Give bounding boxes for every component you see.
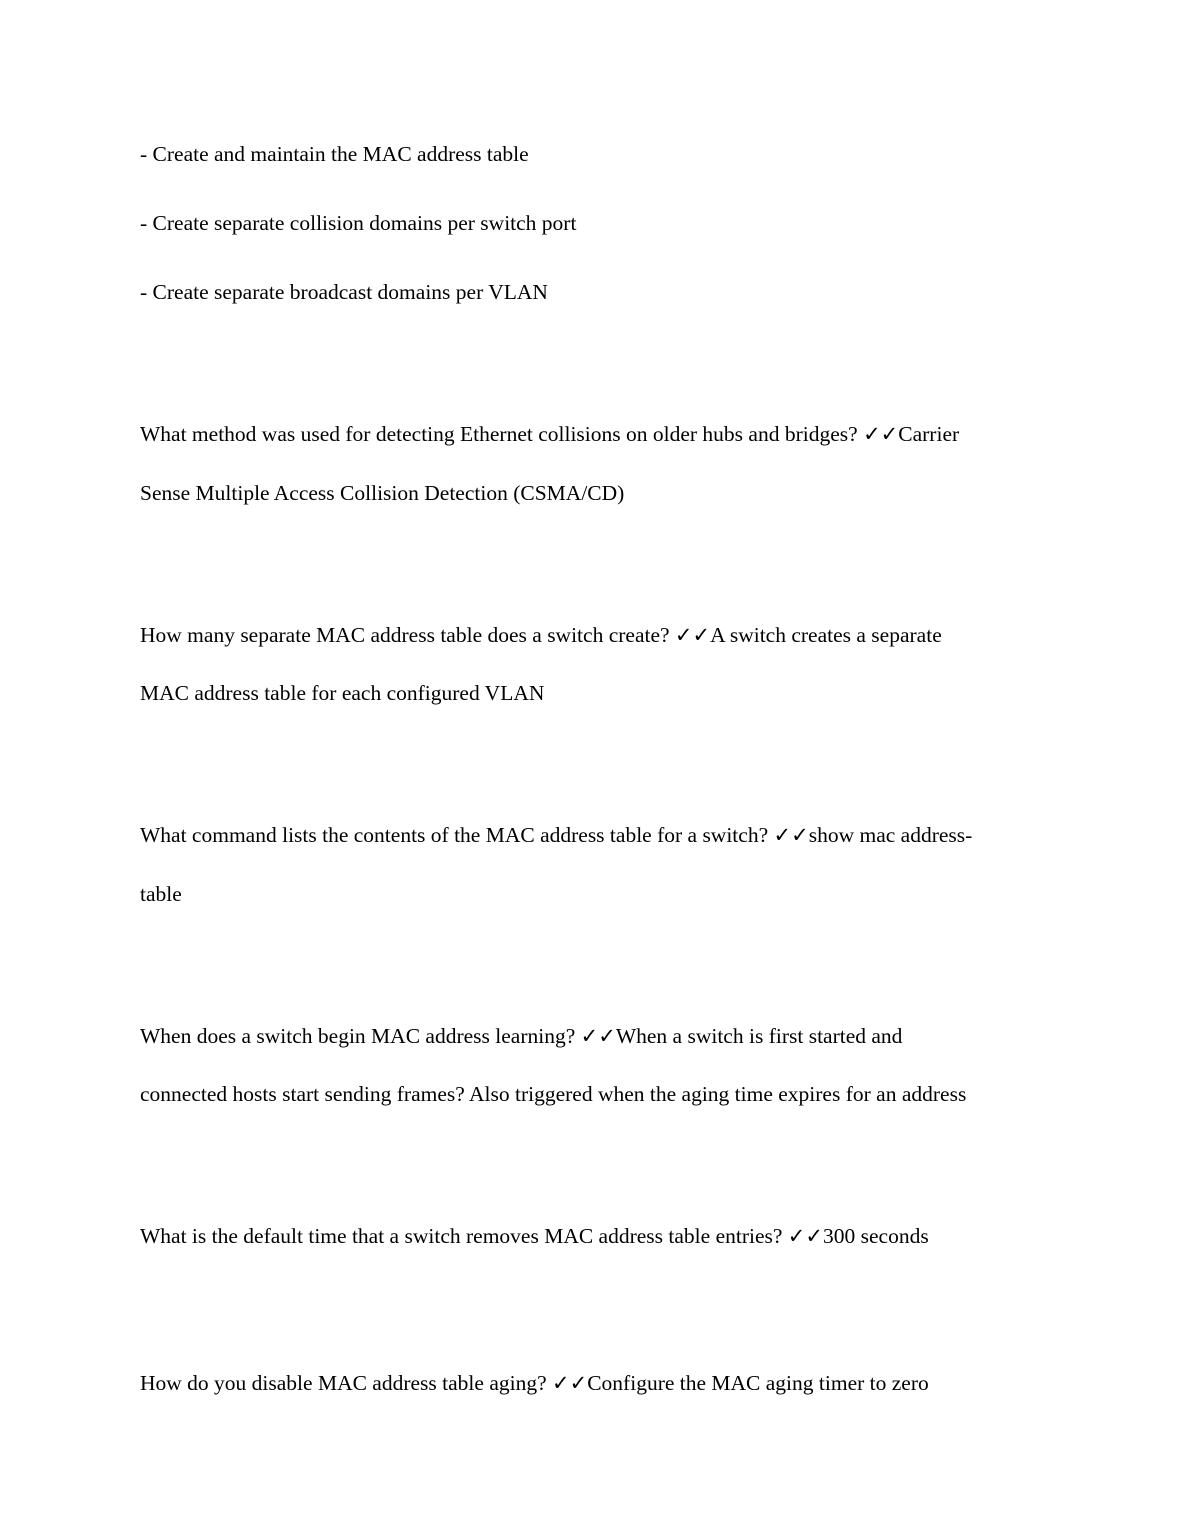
- qa-line: [140, 1373, 929, 1395]
- answer-text: When a switch is first started and: [615, 1024, 903, 1048]
- answer-text: show mac address-: [808, 823, 973, 847]
- double-check-icon: ✓✓: [674, 623, 711, 647]
- question-text: What is the default time that a switch removes MAC address table entries?: [140, 1224, 783, 1248]
- qa-line: [140, 625, 942, 647]
- bullet-item: - Create and maintain the MAC address table: [140, 142, 529, 166]
- answer-continuation: MAC address table for each configured VLAN: [140, 681, 545, 705]
- qa-line: [140, 1226, 929, 1248]
- answer-text: Configure the MAC aging timer to zero: [587, 1371, 929, 1395]
- bullet-item: - Create separate collision domains per switch port: [140, 211, 577, 235]
- question-text: How do you disable MAC address table aging?: [140, 1371, 547, 1395]
- question-text: What command lists the contents of the MAC address table for a switch?: [140, 823, 769, 847]
- double-check-icon: ✓✓: [787, 1224, 823, 1248]
- qa-line: [140, 1026, 902, 1048]
- double-check-icon: ✓✓: [773, 823, 809, 847]
- answer-text: Carrier: [898, 422, 960, 446]
- question-text: When does a switch begin MAC address learning?: [140, 1024, 576, 1048]
- answer-text: 300 seconds: [823, 1224, 929, 1248]
- double-check-icon: ✓✓: [552, 1371, 588, 1395]
- answer-continuation: connected hosts start sending frames? Also triggered when the aging time expires for an address: [140, 1082, 967, 1106]
- answer-text: A switch creates a separate: [710, 623, 942, 647]
- answer-continuation: table: [140, 882, 182, 906]
- question-text: What method was used for detecting Ethernet collisions on older hubs and bridges?: [140, 422, 858, 446]
- question-text: How many separate MAC address table does a switch create?: [140, 623, 670, 647]
- double-check-icon: ✓✓: [863, 422, 899, 446]
- double-check-icon: ✓✓: [580, 1024, 616, 1048]
- answer-continuation: Sense Multiple Access Collision Detection (CSMA/CD): [140, 481, 625, 505]
- qa-line: [140, 424, 959, 446]
- qa-line: [140, 825, 972, 847]
- bullet-item: - Create separate broadcast domains per VLAN: [140, 280, 548, 304]
